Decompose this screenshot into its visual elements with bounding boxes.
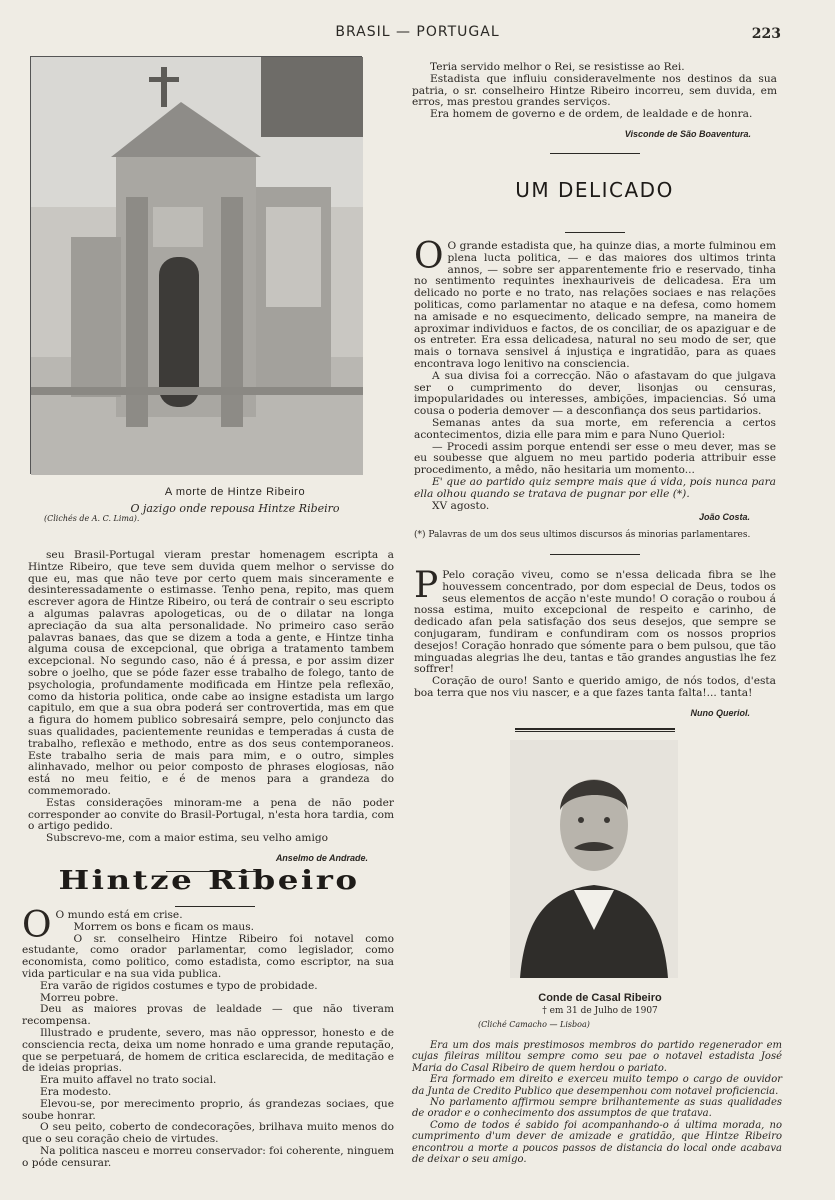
pelo-article xyxy=(414,565,776,732)
paragraph: Subscrevo-me, com a maior estima, seu velho amigo xyxy=(46,832,328,845)
paragraph-text: Pelo coração viveu, como se n'essa delicada fibra se lhe houvessem concentrado, por dom especial de Deus, todos os seus elementos de acção n'este mundo! O coração o roubou á nossa estima, muito excepcional de respeito e carinho, de dedicado afan pela satisfação dos seus desejos, que sempre se conjugaram, fundiram e confundiram com os nossos proprios desejos! Coração honrado que sómente para o bem pulsou, que tão minguadas alegrias lhe deu, tantas e tão grandes angustias lhe fez soffrer! xyxy=(414,569,776,676)
photo-title: A morte de Hintze Ribeiro xyxy=(164,486,306,498)
paragraph: Semanas antes da sua morte, em referencia a certos acontecimentos, dizia elle para mim e para Nuno Queriol: xyxy=(414,416,776,441)
divider xyxy=(175,906,255,907)
paragraph: Era um dos mais prestimosos membros do partido regenerador em cujas fileiras militou sempre como seu pae o notavel estadista José Maria do Casal Ribeiro de quem herdou o pariato. xyxy=(412,1040,782,1074)
paragraph: Era varão de rigidos costumes e typo de probidade. xyxy=(40,979,318,992)
signature-andrade: Anselmo de Andrade. xyxy=(275,852,368,863)
paragraph: A sua divisa foi a correcção. Não o afastavam do que julgava ser o cumprimento do dever, lisonjas ou censuras, impopularidades ou interesses, ambições, impaciencias. Só uma cousa o poderia demover — a desconfiança dos seus partidarios. xyxy=(414,369,776,418)
signature-queriol: Nuno Queriol. xyxy=(690,707,750,718)
um-delicado-article xyxy=(414,232,776,555)
paragraph: Illustrado e prudente, severo, mas não oppressor, honesto e de consciencia recta, deixa um nome honrado e uma grande reputação, que se perpetuará, de homem de critica esclarecida, de meditação e de ideias proprias. xyxy=(22,1026,394,1075)
paragraph: Teria servido melhor o Rei, se resistisse ao Rei. xyxy=(430,61,685,73)
um-delicado-title: UM DELICADO xyxy=(515,178,674,202)
paragraph: XV agosto. xyxy=(432,499,490,512)
signature-boaventura: Visconde de São Boaventura. xyxy=(624,128,751,139)
paragraph: Elevou-se, por merecimento proprio, ás grandezas sociaes, que soube honrar. xyxy=(22,1097,394,1122)
paragraph: E' que ao partido quiz sempre mais que á vida, pois nunca para ella olhou quando se tratava de pugnar por elle (*). xyxy=(414,475,776,500)
drop-cap: O xyxy=(414,236,444,277)
portrait-photo xyxy=(510,740,678,978)
page-header xyxy=(0,24,835,44)
signature-costa: João Costa. xyxy=(698,512,750,523)
paragraph: seu Brasil-Portugal vieram prestar homenagem escripta a Hintze Ribeiro, que teve sem duvida quem melhor o servisse do que eu, mas que não teve por certo quem mais sinceramente e desinteressadamente o estimasse. Tenho pena, repito, mas quem escrever agora de Hintze Ribeiro, ou terá de contrair o seu escripto a algumas palavras apologeticas, ou de o dilatar na longa apreciação da sua alta personalidade. No primeiro caso serão palavras banaes, das que se dizem a toda a gente, e Hintze tinha alguma cousa de excepcional, que obriga a tratamento tambem excepcional. No segundo caso, não é á pressa, e por assim dizer sobre o joelho, que se póde fazer esse trabalho de folego, tanto de psychologia, profundamente modificada em Hintze pela reflexão, como da historia politica, onde cabe ao insigne estadista um largo capitulo, em que a sua obra poderá ser controvertida, mas em que a figura do homem publico sobresairá sempre, pelo conjuncto das suas qualidades, pacientemente reunidas e temperadas á custa de trabalho, reflexão e methodo, entre as dos seus contemporaneos. Este trabalho seria de mais para mim, e o outro, simples alinhavado, melhor ou peior composto de phrases elogiosas, não está no meu feitio, e é de menos para a grandeza do commemorado. xyxy=(28,549,394,797)
page-number: 223 xyxy=(751,26,781,42)
paragraph: Era homem de governo e de ordem, de lealdade e de honra. xyxy=(430,108,753,121)
paragraph: Era muito affavel no trato social. xyxy=(40,1074,217,1087)
paragraph: No parlamento affirmou sempre brilhantemente as suas qualidades de orador e o conhecimento dos assumptos de que tratava. xyxy=(412,1097,782,1120)
tomb-photo xyxy=(30,56,362,474)
paragraph-text: O grande estadista que, ha quinze dias, a morte fulminou em plena lucta politica, — e das maiores dos ultimos trinta annos, — sobre ser apparentemente frio e reservado, tinha no sentimento requintes inexhauriveis de delicadesa. Era um delicado no porte e no trato, nas relações sociaes e nas relações politicas, como parlamentar no ataque e na defesa, como homem na amisade e no esquecimento, delicado sempre, na maneira de aproximar individuos e factos, de os conciliar, de os apaziguar e de os entreter. Era essa delicadesa, natural no seu modo de ser, que mais o tornava sensivel á injustiça e ingratidão, para as quaes encontrava logo lenitivo na consciencia. xyxy=(414,240,776,370)
paragraph: Estadista que influiu consideravelmente nos destinos da sua patria, o sr. conselheiro Hintze Ribeiro incorreu, sem duvida, em erros, mas prestou grandes serviços. xyxy=(412,72,777,109)
paragraph: Coração de ouro! Santo e querido amigo, de nós todos, d'esta boa terra que nos viu nascer, e a que fazes tanta falta!... tanta! xyxy=(414,675,776,699)
paragraph xyxy=(414,565,776,676)
tomb-illustration xyxy=(31,57,363,475)
divider xyxy=(565,232,625,233)
paragraph: Era modesto. xyxy=(40,1085,112,1098)
portrait-title: Conde de Casal Ribeiro xyxy=(538,992,662,1004)
drop-cap: O xyxy=(22,905,52,946)
hintze-title: Hintze Ribeiro xyxy=(58,866,360,896)
portrait-illustration xyxy=(510,740,678,978)
paragraph: O sr. conselheiro Hintze Ribeiro foi notavel como estudante, como orador parlamentar, como legislador, como economista, como politico, como estadista, como escriptor, na sua vida particular e na sua vida publica. xyxy=(22,932,394,980)
casal-article xyxy=(412,1040,782,1165)
paragraph: Estas considerações minoram-me a pena de não poder corresponder ao convite do Brasil-Portugal, n'esta hora tardia, com o artigo pedido. xyxy=(28,796,394,833)
divider xyxy=(550,554,640,555)
portrait-credit: (Cliché Camacho — Lisboa) xyxy=(478,1020,590,1029)
masthead: BRASIL — PORTUGAL xyxy=(335,24,500,40)
paragraph xyxy=(414,236,776,371)
divider xyxy=(550,153,640,154)
paragraph: Na politica nasceu e morreu conservador: foi coherente, ninguem o póde censurar. xyxy=(22,1144,394,1169)
paragraph: Morreu pobre. xyxy=(40,991,119,1004)
portrait-date: † em 31 de Julho de 1907 xyxy=(542,1006,658,1016)
photo-credit: (Clichés de A. C. Lima). xyxy=(44,514,140,523)
paragraph: Morrem os bons e ficam os maus. xyxy=(73,920,255,933)
paragraph: O seu peito, coberto de condecorações, brilhava muito menos do que o seu coração cheio de virtudes. xyxy=(22,1121,394,1146)
footnote: (*) Palavras de um dos seus ultimos discursos ás minorias parlamentares. xyxy=(414,530,751,541)
photo-subtitle: O jazigo onde repousa Hintze Ribeiro xyxy=(130,502,340,515)
hintze-article xyxy=(22,905,394,1170)
paragraph-text: O mundo está em crise. xyxy=(55,909,183,921)
right-top-article xyxy=(412,62,777,154)
drop-cap: P xyxy=(414,565,439,606)
paragraph: Como de todos é sabido foi acompanhando-o á ultima morada, no cumprimento d'um dever de amizade e gratidão, que Hintze Ribeiro encontrou a morte a poucos passos de distancia do local onde acabava de deixar o seu amigo. xyxy=(412,1119,782,1166)
paragraph: Era formado em direito e exerceu muito tempo o cargo de ouvidor da Junta de Credito Publico que desempenhou com notavel proficiencia. xyxy=(412,1074,782,1097)
double-divider xyxy=(515,728,675,732)
paragraph: — Procedi assim porque entendi ser esse o meu dever, mas se eu soubesse que alguem no meu partido poderia attribuir esse procedimento, a mêdo, não hesitaria um momento... xyxy=(414,440,776,477)
left-article xyxy=(28,550,394,872)
paragraph: Deu as maiores provas de lealdade — que não tiveram recompensa. xyxy=(22,1003,394,1028)
